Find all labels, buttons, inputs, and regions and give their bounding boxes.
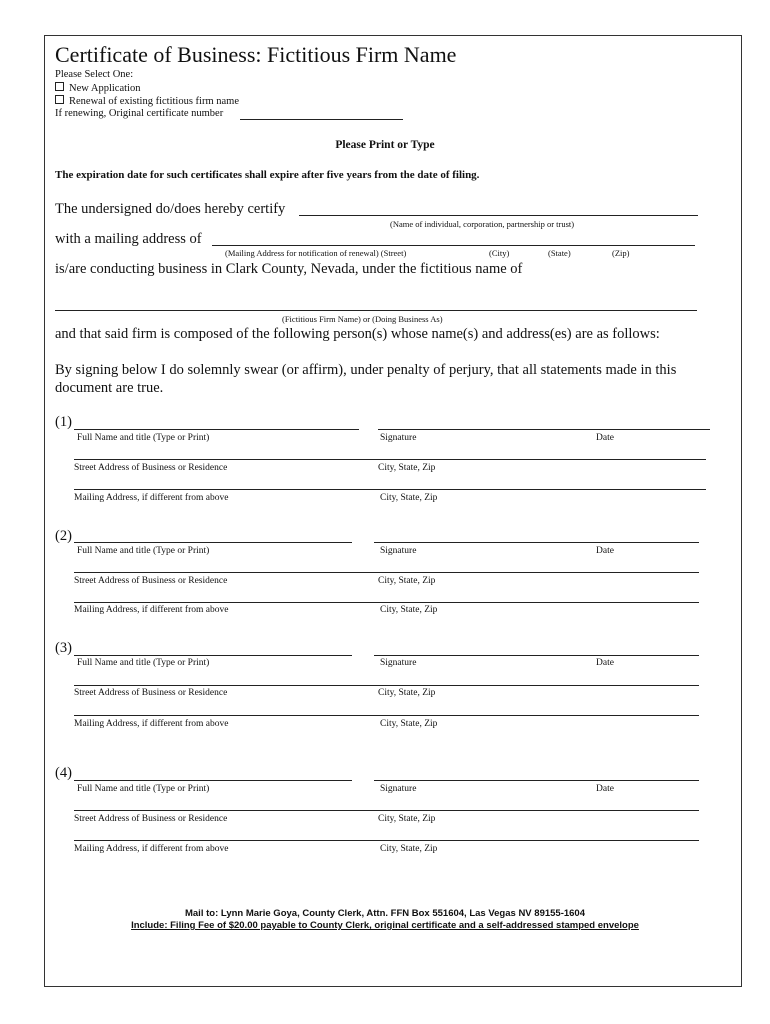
mailing-address-field[interactable] xyxy=(74,602,699,603)
person-number: (1) xyxy=(55,414,72,430)
option-new-application[interactable]: New Application xyxy=(55,82,140,94)
signature-label: Signature xyxy=(380,658,417,668)
oath-text-line1: By signing below I do solemnly swear (or affirm), under penalty of perjury, that all statements made in this xyxy=(55,362,677,378)
firm-name-hint: (Fictitious Firm Name) or (Doing Business As) xyxy=(282,314,443,324)
city-state-zip-label: City, State, Zip xyxy=(378,576,436,586)
full-name-label: Full Name and title (Type or Print) xyxy=(77,784,210,794)
signature-field[interactable] xyxy=(374,780,699,781)
mailing-city-state-zip-label: City, State, Zip xyxy=(380,493,438,503)
full-name-label: Full Name and title (Type or Print) xyxy=(77,658,210,668)
mailing-city-state-zip-label: City, State, Zip xyxy=(380,719,438,729)
mail-to-instructions: Mail to: Lynn Marie Goya, County Clerk, Attn. FFN Box 551604, Las Vegas NV 89155-1604 xyxy=(184,908,585,919)
city-state-zip-label: City, State, Zip xyxy=(378,688,436,698)
date-label: Date xyxy=(596,546,614,556)
address-hint-state: (State) xyxy=(548,248,571,258)
address-hint-city: (City) xyxy=(489,248,510,258)
signature-field[interactable] xyxy=(374,542,699,543)
renewal-checkbox[interactable] xyxy=(55,95,64,104)
composed-text: and that said firm is composed of the following person(s) whose name(s) and address(es) are as follows: xyxy=(55,326,660,342)
full-name-field[interactable] xyxy=(74,429,359,430)
conducting-business-text: is/are conducting business in Clark County, Nevada, under the fictitious name of xyxy=(55,261,523,277)
undersigned-text: The undersigned do/does hereby certify xyxy=(55,201,286,217)
address-hint-street: (Mailing Address for notification of renewal) (Street) xyxy=(225,248,407,258)
mailing-address-field[interactable] xyxy=(74,715,699,716)
signature-field[interactable] xyxy=(374,655,699,656)
street-address-field[interactable] xyxy=(74,572,699,573)
person-number: (3) xyxy=(55,640,72,656)
certifier-name-field[interactable] xyxy=(299,215,698,216)
full-name-field[interactable] xyxy=(74,542,352,543)
full-name-label: Full Name and title (Type or Print) xyxy=(77,546,210,556)
full-name-field[interactable] xyxy=(74,780,352,781)
mailing-city-state-zip-label: City, State, Zip xyxy=(380,605,438,615)
mailing-address-label: Mailing Address, if different from above xyxy=(74,844,229,854)
date-label: Date xyxy=(596,658,614,668)
person-number: (4) xyxy=(55,765,72,781)
street-address-label: Street Address of Business or Residence xyxy=(74,814,228,824)
signature-label: Signature xyxy=(380,546,417,556)
address-hint-zip: (Zip) xyxy=(612,248,630,258)
renewing-label: If renewing, Original certificate number xyxy=(55,108,224,119)
street-address-field[interactable] xyxy=(74,685,699,686)
full-name-field[interactable] xyxy=(74,655,352,656)
mailing-address-field[interactable] xyxy=(74,489,706,490)
mailing-address-label: Mailing Address, if different from above xyxy=(74,493,229,503)
street-address-field[interactable] xyxy=(74,459,706,460)
street-address-field[interactable] xyxy=(74,810,699,811)
print-note: Please Print or Type xyxy=(335,139,435,151)
mailing-address-field[interactable] xyxy=(212,245,695,246)
option-renewal[interactable]: Renewal of existing fictitious firm name xyxy=(55,95,239,107)
date-label: Date xyxy=(596,784,614,794)
new-application-checkbox[interactable] xyxy=(55,82,64,91)
expiration-note: The expiration date for such certificates shall expire after five years from the date of filing. xyxy=(55,169,480,181)
mailing-address-text: with a mailing address of xyxy=(55,231,202,247)
city-state-zip-label: City, State, Zip xyxy=(378,814,436,824)
city-state-zip-label: City, State, Zip xyxy=(378,463,436,473)
mailing-address-label: Mailing Address, if different from above xyxy=(74,605,229,615)
person-number: (2) xyxy=(55,528,72,544)
street-address-label: Street Address of Business or Residence xyxy=(74,576,228,586)
signature-label: Signature xyxy=(380,433,417,443)
mailing-city-state-zip-label: City, State, Zip xyxy=(380,844,438,854)
mailing-address-field[interactable] xyxy=(74,840,699,841)
fictitious-firm-name-field[interactable] xyxy=(55,310,697,311)
original-certificate-number-field[interactable] xyxy=(240,119,403,120)
select-prompt: Please Select One: xyxy=(55,69,134,80)
mailing-address-label: Mailing Address, if different from above xyxy=(74,719,229,729)
signature-label: Signature xyxy=(380,784,417,794)
form-title: Certificate of Business: Fictitious Firm Name xyxy=(55,42,457,67)
street-address-label: Street Address of Business or Residence xyxy=(74,463,228,473)
name-hint: (Name of individual, corporation, partnership or trust) xyxy=(390,219,575,229)
include-instructions: Include: Filing Fee of $20.00 payable to County Clerk, original certificate and a self-addressed stamped envelope xyxy=(131,920,639,931)
date-label: Date xyxy=(596,433,614,443)
full-name-label: Full Name and title (Type or Print) xyxy=(77,433,210,443)
oath-text-line2: document are true. xyxy=(55,380,164,396)
signature-field[interactable] xyxy=(378,429,710,430)
street-address-label: Street Address of Business or Residence xyxy=(74,688,228,698)
